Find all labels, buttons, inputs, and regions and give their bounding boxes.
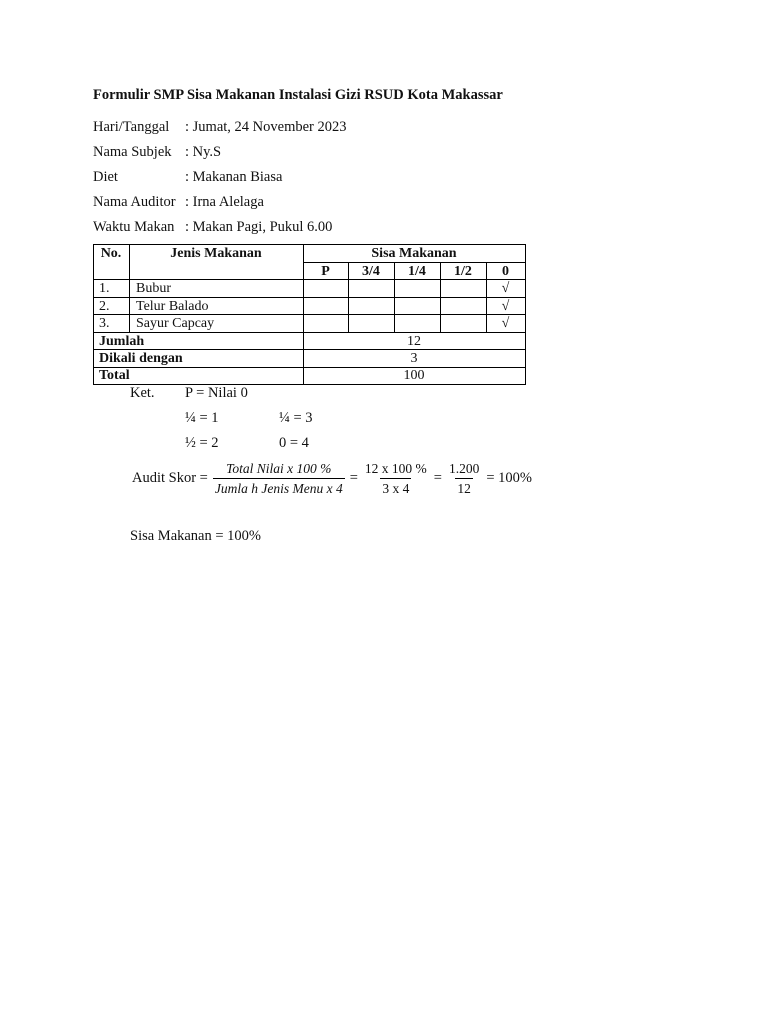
info-label: Nama Auditor [93, 194, 176, 210]
ket-label: Ket. [130, 385, 155, 401]
row-no: 1. [99, 281, 110, 296]
check-mark-icon: √ [501, 299, 510, 314]
summary-value-jumlah: 12 [407, 334, 421, 349]
formula-fraction [213, 460, 345, 497]
header-no: No. [100, 246, 122, 261]
header-3-4: 3/4 [362, 264, 380, 279]
summary-label-total: Total [99, 368, 130, 383]
info-value: : Jumat, 24 November 2023 [185, 119, 347, 135]
summary-label-dikali: Dikali dengan [99, 351, 183, 366]
header-1-2: 1/2 [454, 264, 472, 279]
table-border [93, 244, 94, 385]
summary-value-dikali: 3 [410, 351, 418, 366]
ket-item: ½ = 2 [185, 435, 219, 451]
summary-label-jumlah: Jumlah [99, 334, 145, 349]
summary-value-total: 100 [403, 368, 425, 383]
header-1-4: 1/4 [408, 264, 426, 279]
equals-sign: = [349, 469, 358, 486]
row-food-name: Bubur [136, 281, 171, 296]
ket-item: ¼ = 1 [185, 410, 219, 426]
row-food-name: Sayur Capcay [136, 316, 215, 331]
header-jenis-makanan: Jenis Makanan [170, 246, 262, 261]
info-label: Hari/Tanggal [93, 119, 170, 135]
fraction-numerator: 1.200 [448, 460, 480, 476]
check-mark-icon: √ [501, 316, 510, 331]
info-value: : Makan Pagi, Pukul 6.00 [185, 219, 333, 235]
conclusion-text: Sisa Makanan = 100% [130, 528, 262, 544]
ket-item: 0 = 4 [279, 435, 309, 451]
row-food-name: Telur Balado [136, 299, 209, 314]
fraction-numerator: Total Nilai x 100 % [226, 460, 332, 476]
fraction-denominator: 3 x 4 [380, 478, 411, 497]
header-p: P [321, 264, 330, 279]
fraction-numerator: 12 x 100 % [364, 460, 427, 476]
info-label: Diet [93, 169, 118, 185]
equals-sign: = [433, 469, 442, 486]
formula-fraction [363, 460, 429, 497]
ket-item: ¼ = 3 [279, 410, 313, 426]
form-title: Formulir SMP Sisa Makanan Instalasi Gizi RSUD Kota Makassar [93, 87, 503, 103]
info-value: : Ny.S [185, 144, 222, 160]
fraction-denominator: 12 [455, 478, 473, 497]
info-label: Nama Subjek [93, 144, 172, 160]
info-value: : Irna Alelaga [185, 194, 264, 210]
header-sisa-makanan: Sisa Makanan [371, 246, 457, 261]
table-border [93, 384, 526, 385]
fraction-denominator: Jumla h Jenis Menu x 4 [213, 478, 345, 497]
header-0: 0 [502, 264, 509, 279]
ket-item: P = Nilai 0 [185, 385, 248, 401]
row-no: 3. [99, 316, 110, 331]
check-mark-icon: √ [501, 281, 510, 296]
table-border [525, 244, 526, 385]
info-label: Waktu Makan [93, 219, 175, 235]
row-no: 2. [99, 299, 110, 314]
audit-score-formula [130, 458, 534, 498]
info-value: : Makanan Biasa [185, 169, 283, 185]
formula-result: = 100% [486, 469, 532, 486]
formula-fraction [447, 460, 481, 497]
food-waste-table [93, 244, 526, 385]
formula-prefix: Audit Skor = [132, 469, 208, 486]
